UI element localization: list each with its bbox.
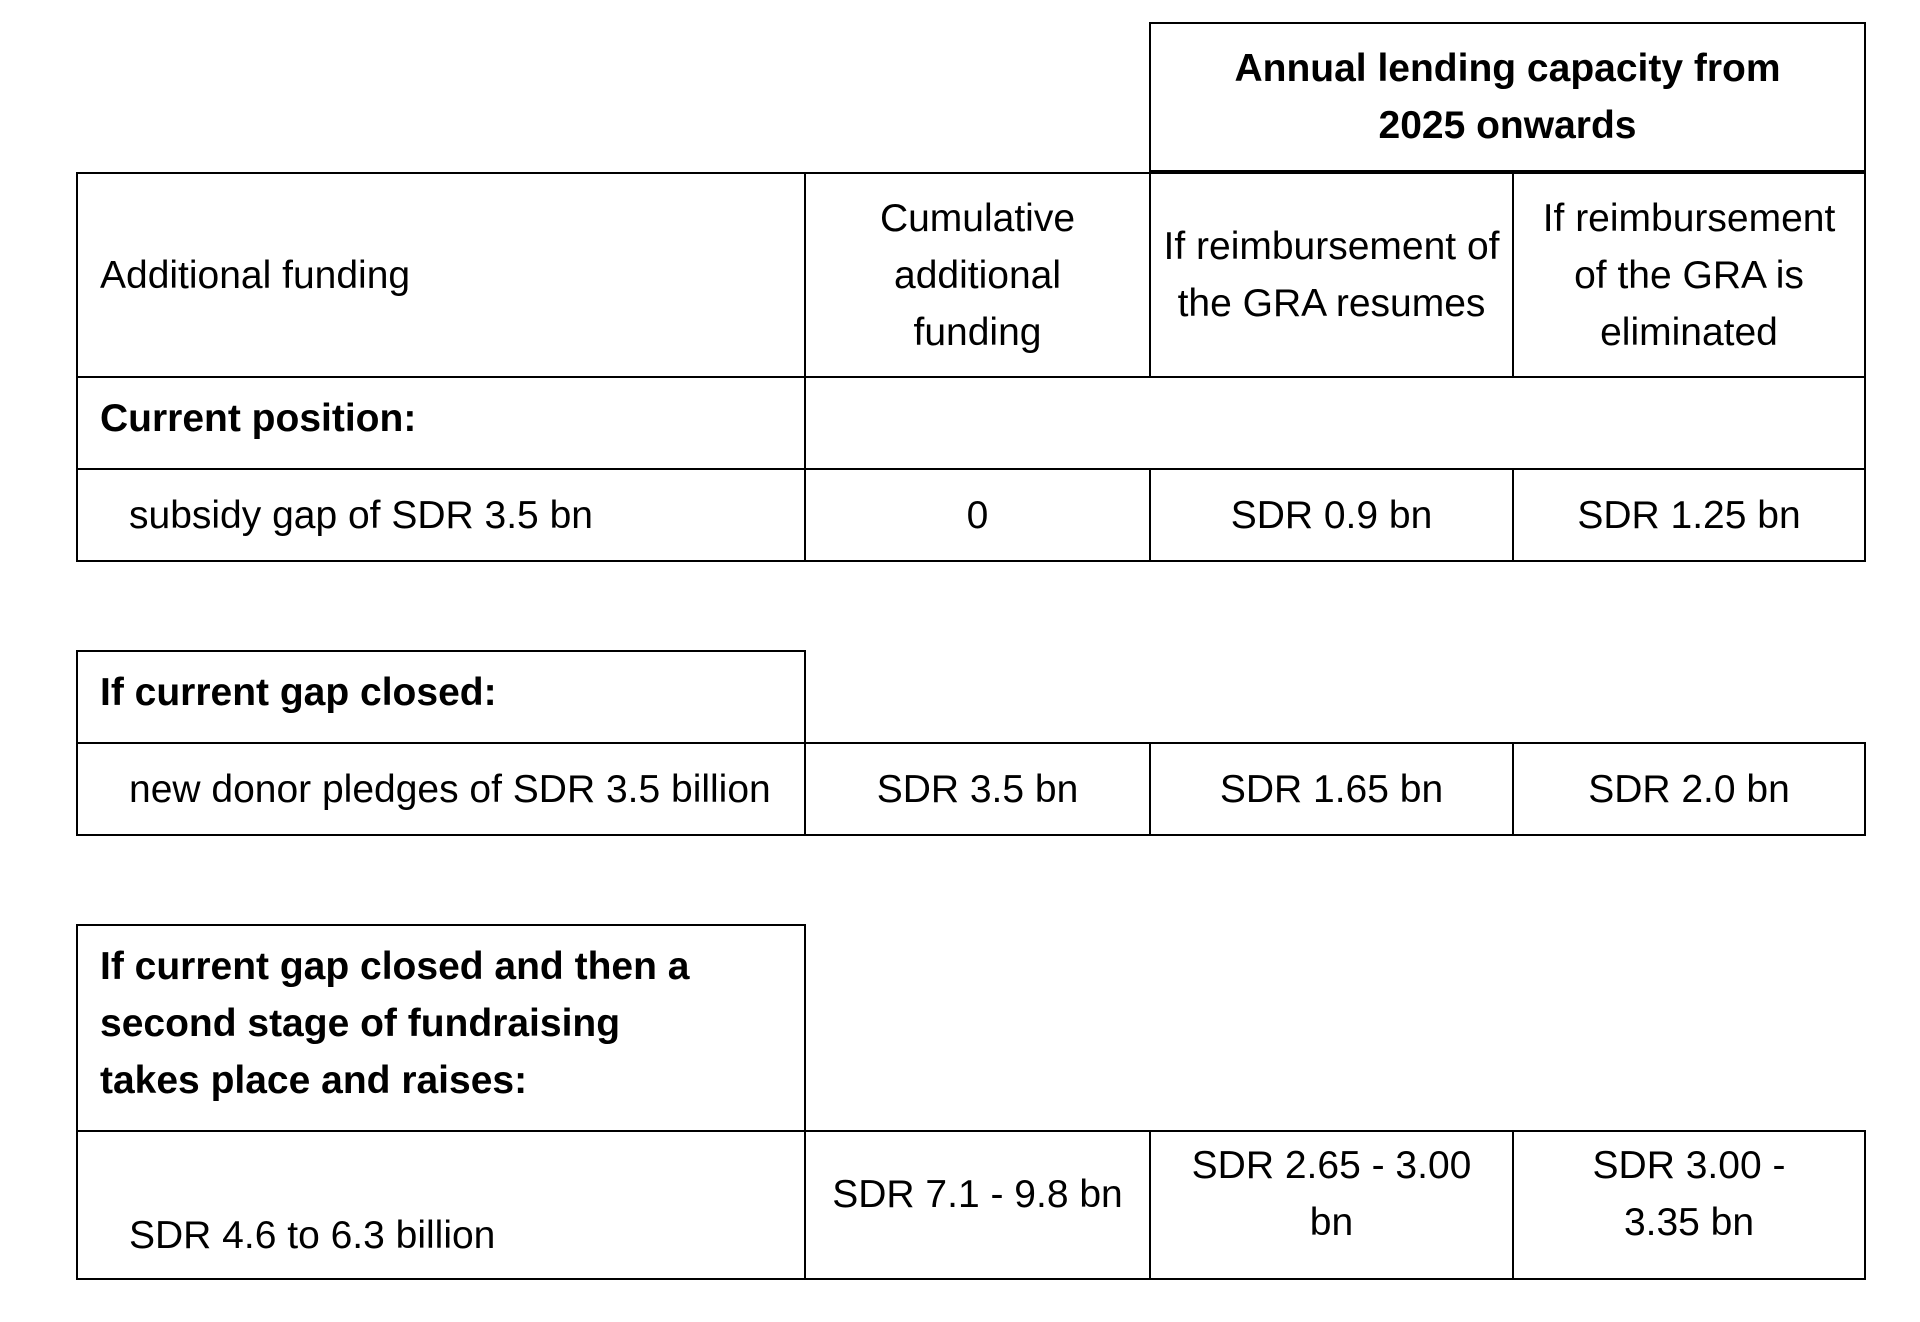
row-resumes: [1149, 1130, 1514, 1280]
table-row: [76, 1130, 806, 1280]
table-row: [76, 468, 806, 562]
row-eliminated-value: SDR 2.0 bn: [1588, 767, 1790, 811]
row-resumes-value: SDR 2.65 - 3.00 bn: [1191, 1144, 1472, 1244]
header-additional-funding-text: Additional funding: [100, 253, 411, 297]
row-eliminated-value: SDR 3.00 - 3.35 bn: [1592, 1144, 1786, 1244]
row-cumulative-value: SDR 7.1 - 9.8 bn: [832, 1173, 1123, 1216]
row-resumes-value: SDR 0.9 bn: [1230, 493, 1433, 537]
row-label: SDR 4.6 to 6.3 billion: [129, 1214, 496, 1257]
header-resumes-text: If reimbursement of the GRA resumes: [1163, 225, 1500, 325]
row-eliminated-value: SDR 1.25 bn: [1577, 493, 1801, 537]
section-title-text: If current gap closed and then a second stage of fundraising takes place and raises:: [100, 945, 690, 1102]
table-row: [76, 742, 806, 836]
header-capacity-group: [1149, 22, 1866, 172]
section-title-second-stage: [76, 924, 806, 1132]
section-title-current-position: [76, 376, 806, 470]
row-cumulative: [804, 1130, 1151, 1280]
header-eliminated: [1512, 172, 1866, 378]
row-cumulative: [804, 468, 1151, 562]
row-resumes-value: SDR 1.65 bn: [1219, 767, 1444, 811]
row-resumes: [1149, 468, 1514, 562]
row-eliminated: [1512, 742, 1866, 836]
row-cumulative: [804, 742, 1151, 836]
header-cumulative: [804, 172, 1151, 378]
section-title-spacer: [804, 376, 1866, 470]
row-cumulative-value: SDR 3.5 bn: [876, 767, 1079, 811]
row-eliminated: [1512, 468, 1866, 562]
header-additional-funding: [76, 172, 806, 378]
row-resumes: [1149, 742, 1514, 836]
section-title-text: If current gap closed:: [100, 671, 497, 714]
header-cumulative-text: Cumulative additional funding: [879, 196, 1076, 354]
header-eliminated-text: If reimbursement of the GRA is eliminated: [1542, 196, 1836, 354]
row-eliminated: [1512, 1130, 1866, 1280]
header-resumes: [1149, 172, 1514, 378]
row-label: new donor pledges of SDR 3.5 billion: [129, 767, 771, 811]
section-title-text: Current position:: [100, 397, 417, 440]
header-capacity-group-text: Annual lending capacity from 2025 onwards: [1234, 47, 1781, 147]
row-label: subsidy gap of SDR 3.5 bn: [129, 493, 593, 537]
section-title-gap-closed: [76, 650, 806, 744]
row-cumulative-value: 0: [966, 493, 989, 537]
